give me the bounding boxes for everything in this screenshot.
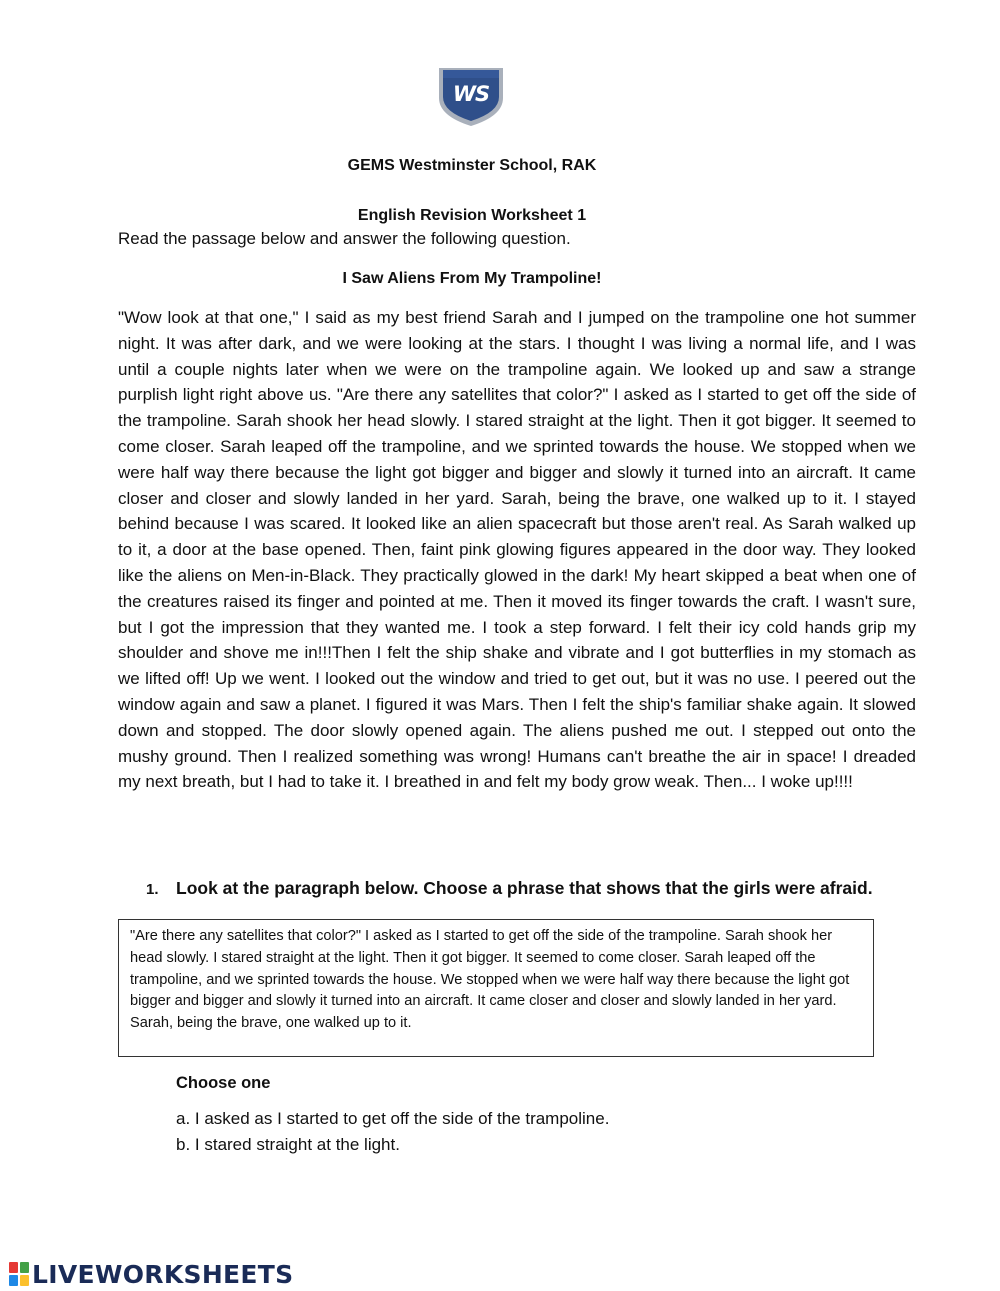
crest-monogram: WS (452, 82, 490, 106)
liveworksheets-wordmark: LIVEWORKSHEETS (32, 1259, 294, 1289)
story-passage: "Wow look at that one," I said as my best friend Sarah and I jumped on the trampoline one hot summer night. It was after dark, and we were looking at the stars. I thought I was living a normal life, and I was until a couple nights later when we were on the trampoline again. We looked up and saw a strange purplish light right above us. "Are there any satellites that color?" I asked as I started to get off the side of the trampoline. Sarah shook her head slowly. I stared straight at the light. Then it got bigger. It seemed to come closer. Sarah leaped off the trampoline, and we sprinted towards the house. We stopped when we were half way there because the light got bigger and bigger and slowly it turned into an aircraft. It came closer and closer and slowly landed in her yard. Sarah, being the brave, one walked up to it. I stayed behind because I was scared. It looked like an alien spacecraft but those aren't real. As Sarah walked up to it, a door at the base opened. Then, faint pink glowing figures appeared in the door way. They looked like the aliens on Men-in-Black. They practically glowed in the dark! My heart skipped a beat when one of the creatures raised its finger and pointed at me. Then it moved its finger towards the craft. I wasn't sure, but I got the impression that they wanted me. I took a step forward. I felt their icy cold hands grip my shoulder and shove me in!!!Then I felt the ship shake and vibrate and I got butterflies in my stomach as we lifted off! Up we went. I looked out the window and tried to get out, but it was no use. I peered out the window again and saw a planet. I figured it was Mars. Then I felt the ship's familiar shake again. It slowed down and stopped. The door slowly opened again. The aliens pushed me out. I stepped out onto the mushy ground. Then I realized something was wrong! Humans can't breathe the air in space! I dreaded my next breath, but I had to take it. I breathed in and felt my body grow weak. Then... I woke up!!!! (118, 308, 916, 792)
question-text: Look at the paragraph below. Choose a phrase that shows that the girls were afraid. (176, 878, 873, 898)
liveworksheets-brand (8, 1258, 293, 1290)
school-name: GEMS Westminster School, RAK (347, 157, 597, 174)
story-title: I Saw Aliens From My Trampoline! (342, 270, 602, 287)
answer-option-a[interactable]: a. I asked as I started to get off the side of the trampoline. (176, 1109, 610, 1128)
worksheet-title: English Revision Worksheet 1 (357, 207, 587, 224)
school-crest-logo (435, 64, 507, 128)
question-number: 1. (146, 881, 159, 898)
excerpt-box (118, 919, 874, 1057)
instructions: Read the passage below and answer the following question. (118, 229, 571, 248)
choose-one-label: Choose one (176, 1074, 271, 1092)
liveworksheets-logo-icon (8, 1261, 30, 1287)
excerpt-text: "Are there any satellites that color?" I asked as I started to get off the side of the trampoline. Sarah shook her head slowly. I stared straight at the light. Then it got bigger. It seemed to come closer. Sarah leaped off the trampoline, and we sprinted towards the house. We stopped when we were half way there because the light got bigger and bigger and slowly it turned into an aircraft. It came closer and closer and slowly landed in her yard. Sarah, being the brave, one walked up to it. (130, 928, 850, 1032)
answer-option-b[interactable]: b. I stared straight at the light. (176, 1135, 400, 1154)
